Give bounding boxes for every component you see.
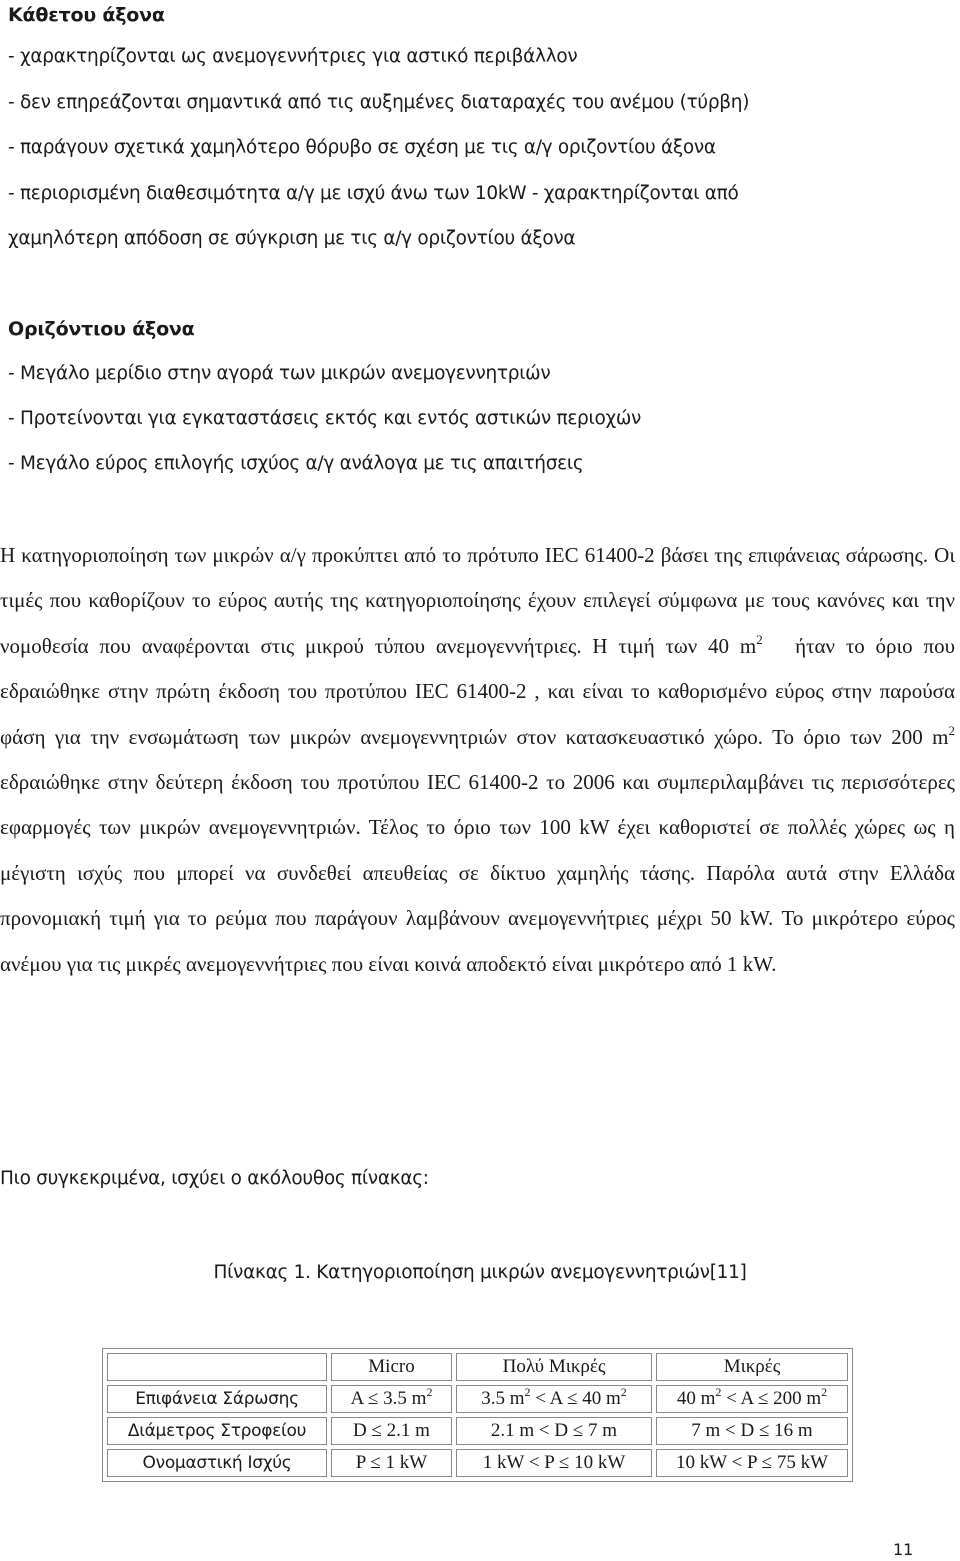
- bullet-item: - Μεγάλο μερίδιο στην αγορά των μικρών ανεμογεννητριών: [8, 363, 551, 384]
- bullet-item: - Προτείνονται για εγκαταστάσεις εκτός και εντός αστικών περιοχών: [8, 408, 642, 429]
- table-intro-text: Πιο συγκεκριμένα, ισχύει ο ακόλουθος πίνακας:: [0, 1168, 429, 1189]
- superscript: 2: [948, 722, 955, 738]
- bullet-item: - παράγουν σχετικά χαμηλότερο θόρυβο σε σχέση με τις α/γ οριζοντίου άξονα: [8, 137, 716, 158]
- column-header: Micro: [331, 1353, 452, 1381]
- table-header-row: [107, 1353, 848, 1381]
- table-row: [107, 1417, 848, 1445]
- bullet-item: χαμηλότερη απόδοση σε σύγκριση με τις α/γ οριζοντίου άξονα: [8, 228, 576, 249]
- superscript: 2: [756, 631, 763, 647]
- bullet-item: - Μεγάλο εύρος επιλογής ισχύος α/γ ανάλογα με τις απαιτήσεις: [8, 453, 584, 474]
- paragraph-text: εδραιώθηκε στην δεύτερη έκδοση του προτύπου IEC 61400-2 το 2006 και συμπεριλαμβάνει τις περισσότερες εφαρμογές των μικρών ανεμογεννητριών. Τέλος το όριο των 100 kW έχει καθοριστεί σε πολλές χώρες ως η μέγιστη ισχύς που μπορεί να συνδεθεί απευθείας σε δίκτυο χαμηλής τάσης. Παρόλα αυτά στην Ελλάδα προνομιακή τιμή για το ρεύμα που παράγουν λαμβάνουν ανεμογεννήτριες μέχρι 50 kW. Το μικρότερο εύρος ανέμου για τις μικρές ανεμογεννήτριες που είναι κοινά αποδεκτό είναι μικρότερο από 1 kW.: [0, 770, 955, 976]
- table-row: [107, 1449, 848, 1477]
- table-cell: 10 kW < P ≤ 75 kW: [656, 1449, 848, 1477]
- table-cell: A ≤ 3.5 $m^2$: [331, 1385, 452, 1413]
- table-row: [107, 1385, 848, 1413]
- column-header: Μικρές: [656, 1353, 848, 1381]
- section-heading-vertical-axis: Κάθετου άξονα: [8, 4, 165, 26]
- row-header: Επιφάνεια Σάρωσης: [107, 1385, 327, 1413]
- table-cell: 1 kW < P ≤ 10 kW: [456, 1449, 652, 1477]
- table-cell: D ≤ 2.1 m: [331, 1417, 452, 1445]
- body-paragraph: [0, 533, 955, 987]
- row-header: Διάμετρος Στροφείου: [107, 1417, 327, 1445]
- bullet-item: - περιορισμένη διαθεσιμότητα α/γ με ισχύ άνω των 10kW - χαρακτηρίζονται από: [8, 183, 739, 204]
- table-cell: 7 m < D ≤ 16 m: [656, 1417, 848, 1445]
- paragraph-text: ήταν το όριο που εδραιώθηκε στην πρώτη έκδοση του προτύπου IEC 61400-2 , και είναι το καθορισμένο εύρος στην παρούσα φάση για την ενσωμάτωση των μικρών ανεμογεννητριών στον κατασκευαστικό χώρο. Το όριο των 200 m: [0, 633, 955, 749]
- bullet-item: - δεν επηρεάζονται σημαντικά από τις αυξημένες διαταραχές του ανέμου (τύρβη): [8, 92, 750, 113]
- table-caption: Πίνακας 1. Κατηγοριοποίηση μικρών ανεμογεννητριών[11]: [213, 1262, 747, 1283]
- classification-table: [102, 1348, 853, 1482]
- row-header: Ονομαστική Ισχύς: [107, 1449, 327, 1477]
- column-header: Πολύ Μικρές: [456, 1353, 652, 1381]
- page-number: 11: [893, 1540, 914, 1559]
- table-corner-cell: [107, 1353, 327, 1381]
- table-cell: 40 $m^2 < A \le 200$ $m^2$: [656, 1385, 848, 1413]
- table-cell: 3.5 $m^2 < A \le 40$ $m^2$: [456, 1385, 652, 1413]
- table-cell: 2.1 m < D ≤ 7 m: [456, 1417, 652, 1445]
- table-cell: P ≤ 1 kW: [331, 1449, 452, 1477]
- paragraph-text: Η κατηγοριοποίηση των μικρών α/γ προκύπτει από το πρότυπο IEC 61400-2 βάσει της επιφάνειας σάρωσης. Οι τιμές που καθορίζουν το εύρος αυτής της κατηγοριοποίησης έχουν επιλεγεί σύμφωνα με τους κανόνες και την νομοθεσία που αναφέρονται στις μικρού τύπου ανεμογεννήτριες. Η τιμή των 40 m: [0, 543, 955, 658]
- section-heading-horizontal-axis: Οριζόντιου άξονα: [8, 318, 195, 340]
- bullet-item: - χαρακτηρίζονται ως ανεμογεννήτριες για αστικό περιβάλλον: [8, 46, 578, 67]
